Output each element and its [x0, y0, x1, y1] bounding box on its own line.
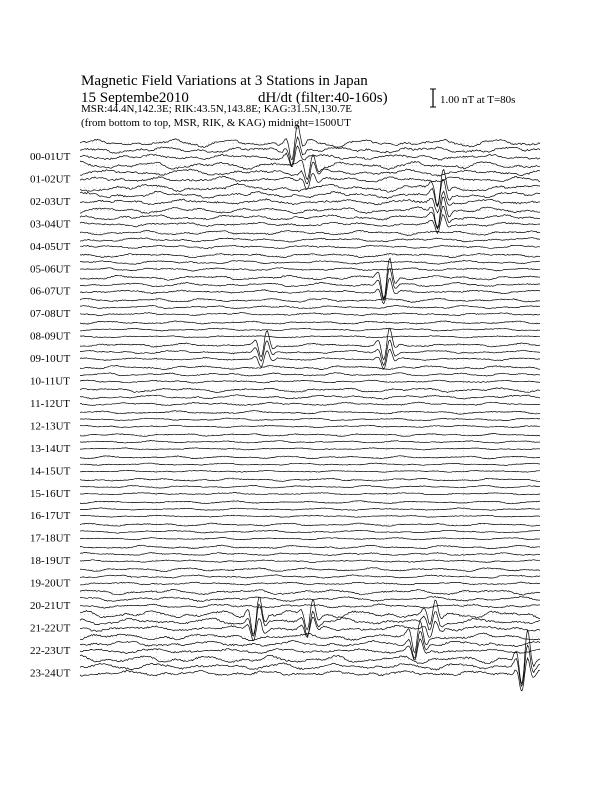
- trace-kag: [80, 478, 540, 481]
- trace-kag: [80, 365, 540, 369]
- scale-bar: [430, 89, 436, 107]
- hour-row: [30, 155, 540, 189]
- hour-row: [30, 454, 540, 477]
- hour-label: 23-24UT: [30, 667, 71, 680]
- trace-msr: [80, 448, 540, 450]
- trace-rik: [80, 508, 540, 511]
- hour-row: [30, 432, 540, 455]
- hour-label: 13-14UT: [30, 442, 71, 455]
- trace-msr: [80, 470, 540, 472]
- hour-row: [30, 230, 540, 253]
- hour-row: [30, 125, 540, 167]
- trace-msr: [80, 537, 540, 539]
- trace-rik: [80, 269, 540, 301]
- hour-row: [30, 170, 540, 213]
- trace-msr: [80, 560, 540, 563]
- hour-label: 19-20UT: [30, 577, 71, 590]
- trace-rik: [80, 395, 540, 400]
- trace-rik: [80, 485, 540, 488]
- hour-label: 18-19UT: [30, 555, 71, 568]
- hour-label: 01-02UT: [30, 173, 71, 186]
- hour-row: [30, 365, 540, 388]
- hour-label: 06-07UT: [30, 285, 71, 298]
- hour-label: 00-01UT: [30, 151, 71, 163]
- hour-label: 02-03UT: [30, 195, 71, 208]
- hour-label: 08-09UT: [30, 330, 71, 343]
- trace-rik: [80, 137, 540, 166]
- time-grid: [80, 140, 540, 160]
- trace-msr: [80, 336, 540, 338]
- trace-kag: [80, 125, 540, 159]
- hour-row: [30, 197, 540, 233]
- hour-label: 17-18UT: [30, 532, 71, 545]
- hour-row: [30, 409, 540, 432]
- hour-row: [30, 387, 540, 410]
- trace-msr: [80, 515, 540, 517]
- measure-label: dH/dt (filter:40-160s): [258, 90, 388, 106]
- hour-label: 09-10UT: [30, 353, 71, 366]
- trace-msr: [80, 493, 540, 495]
- scale-bar-label: 1.00 nT at T=80s: [440, 94, 516, 106]
- hour-label: 20-21UT: [30, 600, 71, 612]
- hour-label: 05-06UT: [30, 263, 71, 276]
- trace-msr: [80, 349, 540, 369]
- station-order-note: (from bottom to top, MSR, RIK, & KAG) midnight=1500UT: [81, 117, 351, 129]
- hour-label: 14-15UT: [30, 465, 71, 478]
- hour-label: 03-04UT: [30, 218, 71, 231]
- hour-row: [30, 499, 540, 522]
- hour-row: [30, 544, 540, 567]
- hour-row: [30, 320, 540, 343]
- hour-label: 22-23UT: [30, 644, 71, 657]
- trace-kag: [80, 328, 540, 360]
- hour-row: [30, 477, 540, 500]
- hour-row: [30, 567, 540, 590]
- hour-row: [30, 589, 540, 612]
- hour-label: 12-13UT: [30, 420, 71, 433]
- hour-label: 16-17UT: [30, 510, 71, 523]
- trace-rik: [80, 180, 540, 207]
- date-label: 15 Septembe2010: [81, 90, 189, 106]
- hour-row: [30, 297, 540, 320]
- hour-row: [30, 522, 540, 545]
- hour-row: [30, 328, 540, 369]
- trace-rik: [80, 604, 540, 636]
- page-title: Magnetic Field Variations at 3 Stations in Japan: [81, 73, 368, 89]
- station-coordinates: MSR:44.4N,142.3E; RIK:43.5N,143.8E; KAG:31.5N,130.7E: [81, 103, 353, 115]
- hour-label: 11-12UT: [30, 397, 70, 410]
- hour-label: 15-16UT: [30, 487, 71, 500]
- trace-rik: [80, 328, 540, 331]
- trace-rik: [80, 261, 540, 265]
- hour-row: [30, 630, 540, 691]
- trace-msr: [80, 425, 540, 427]
- trace-rik: [80, 596, 540, 601]
- trace-rik: [80, 631, 540, 658]
- hour-label: 04-05UT: [30, 240, 71, 253]
- hour-row: [30, 252, 540, 275]
- hour-label: 07-08UT: [30, 308, 71, 321]
- hour-label: 10-11UT: [30, 375, 70, 388]
- hour-rows: [30, 125, 540, 691]
- hour-label: 21-22UT: [30, 622, 71, 635]
